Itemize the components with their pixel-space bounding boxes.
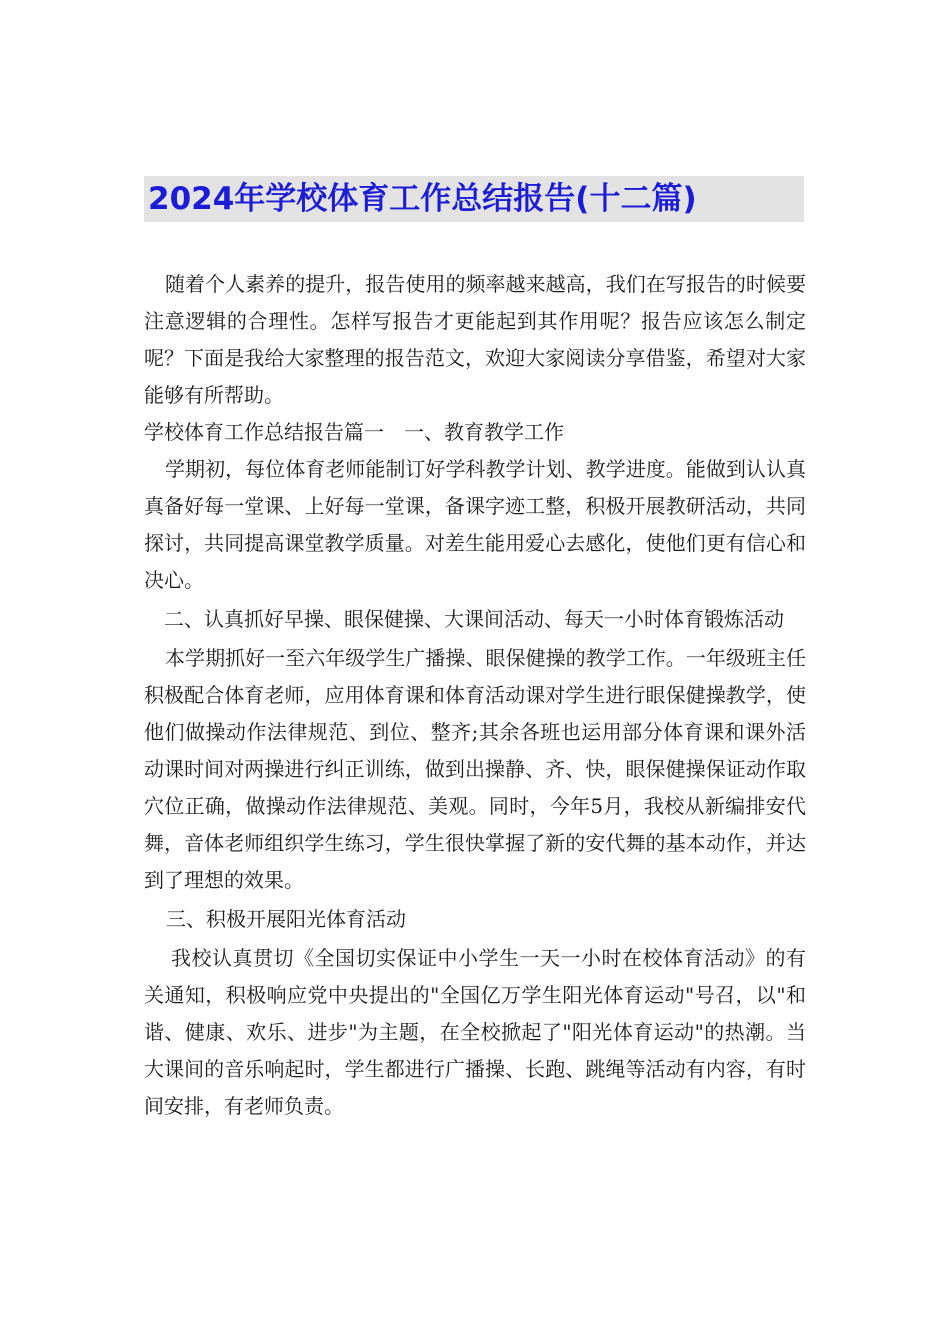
body-paragraph: 我校认真贯切《全国切实保证中小学生一天一小时在校体育活动》的有关通知，积极响应党中央提出的"全国亿万学生阳光体育运动"号召，以"和谐、健康、欢乐、进步"为主题，在全校掀起了"阳光体育运动"的热潮。当大课间的音乐响起时，学生都进行广播操、长跑、跳绳等活动有内容，有时间安排，有老师负责。 [144,946,806,1118]
body-paragraph: 学期初，每位体育老师能制订好学科教学计划、教学进度。能做到认认真真备好每一堂课、上好每一堂课，备课字迹工整，积极开展教研活动，共同探讨，共同提高课堂教学质量。对差生能用爱心去感化，使他们更有信心和决心。 [144,457,806,592]
section-heading: 二、认真抓好早操、眼保健操、大课间活动、每天一小时体育锻炼活动 [164,607,784,631]
section-heading: 学校体育工作总结报告篇一 一、教育教学工作 [144,420,564,444]
document-body [144,266,806,1125]
document-title: 2024年学校体育工作总结报告(十二篇) [148,181,697,217]
section-heading: 三、积极开展阳光体育活动 [166,907,406,931]
body-paragraph: 本学期抓好一至六年级学生广播操、眼保健操的教学工作。一年级班主任积极配合体育老师，应用体育课和体育活动课对学生进行眼保健操教学，使他们做操动作法律规范、到位、整齐;其余各班也运用部分体育课和课外活动课时间对两操进行纠正训练，做到出操静、齐、快，眼保健操保证动作取穴位正确，做操动作法律规范、美观。同时，今年5月，我校从新编排安代舞，音体老师组织学生练习，学生很快掌握了新的安代舞的基本动作，并达到了理想的效果。 [144,646,806,892]
intro-paragraph: 随着个人素养的提升，报告使用的频率越来越高，我们在写报告的时候要注意逻辑的合理性。怎样写报告才更能起到其作用呢？报告应该怎么制定呢？下面是我给大家整理的报告范文，欢迎大家阅读分享借鉴，希望对大家能够有所帮助。 [144,272,806,407]
